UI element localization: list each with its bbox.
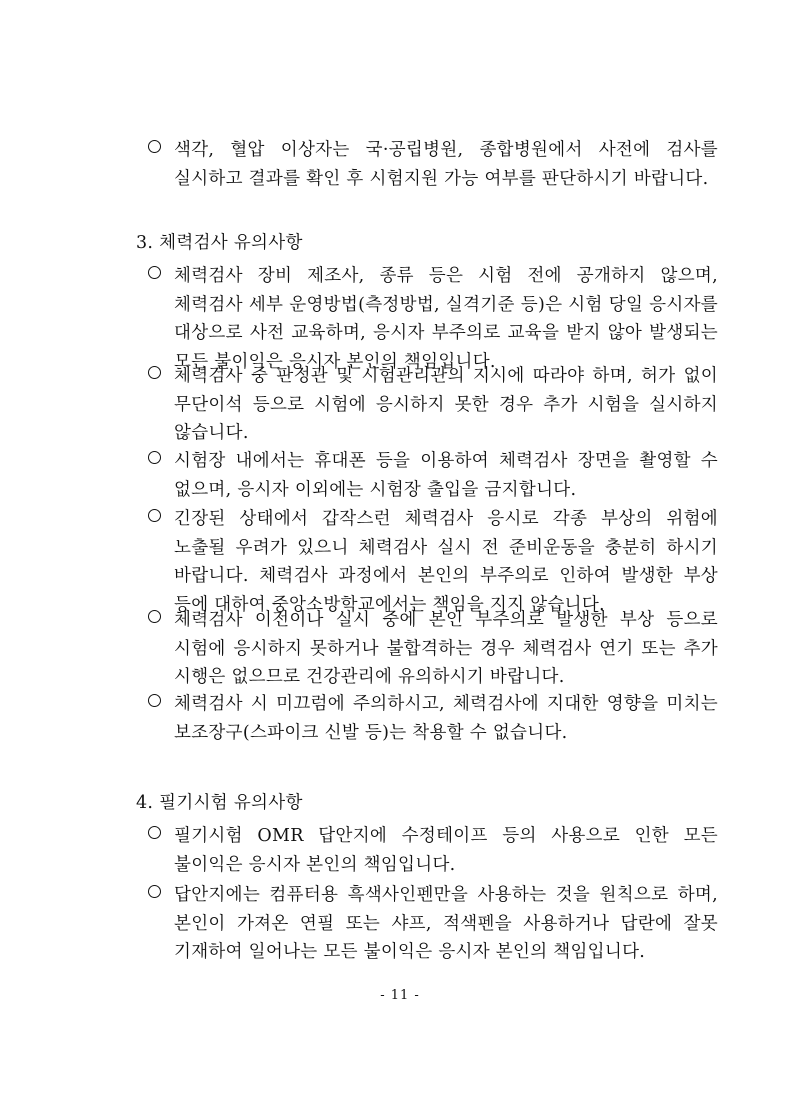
bullet-text: 시험장 내에서는 휴대폰 등을 이용하여 체력검사 장면을 촬영할 수 없으며, 응시자 이외에는 시험장 출입을 금지합니다.: [174, 451, 718, 500]
section-3-item-1: [148, 262, 718, 378]
bullet-text: 체력검사 장비 제조사, 종류 등은 시험 전에 공개하지 않으며, 체력검사 세부 운영방법(측정방법, 실격기준 등)은 시험 당일 응시자를 대상으로 사전 교육하며, 응시자 부주의로 교육을 받지 않아 발생되는 모든 불이익은 응시자 본인의 책임입니다.: [174, 266, 718, 372]
section-4-item-2: [148, 881, 718, 969]
hollow-circle-bullet-icon: [148, 509, 161, 522]
section-4-item-1: [148, 822, 718, 880]
hollow-circle-bullet-icon: [148, 610, 161, 623]
hollow-circle-bullet-icon: [148, 451, 161, 464]
section-3-item-4: [148, 505, 718, 621]
section-3-item-6: [148, 690, 718, 748]
intro-bullet-item: [148, 136, 718, 194]
hollow-circle-bullet-icon: [148, 140, 161, 153]
hollow-circle-bullet-icon: [148, 266, 161, 279]
section-3-item-5: [148, 606, 718, 694]
bullet-text: 색각, 혈압 이상자는 국·공립병원, 종합병원에서 사전에 검사를 실시하고 결과를 확인 후 시험지원 가능 여부를 판단하시기 바랍니다.: [174, 140, 718, 189]
hollow-circle-bullet-icon: [148, 826, 161, 839]
hollow-circle-bullet-icon: [148, 366, 161, 379]
bullet-text: 체력검사 이전이나 실시 중에 본인 부주의로 발생한 부상 등으로 시험에 응시하지 못하거나 불합격하는 경우 체력검사 연기 또는 추가 시행은 없으므로 건강관리에 유의하시기 바랍니다.: [174, 610, 718, 688]
section-3-item-3: [148, 447, 718, 505]
bullet-text: 답안지에는 컴퓨터용 흑색사인펜만을 사용하는 것을 원칙으로 하며, 본인이 가져온 연필 또는 샤프, 적색펜을 사용하거나 답란에 잘못 기재하여 일어나는 모든 불이익은 응시자 본인의 책임입니다.: [174, 885, 718, 963]
bullet-text: 체력검사 중 판정관 및 시험관리관의 지시에 따라야 하며, 허가 없이 무단이석 등으로 시험에 응시하지 못한 경우 추가 시험을 실시하지 않습니다.: [174, 366, 718, 444]
bullet-text: 필기시험 OMR 답안지에 수정테이프 등의 사용으로 인한 모든 불이익은 응시자 본인의 책임입니다.: [174, 826, 718, 875]
bullet-text: 긴장된 상태에서 갑작스런 체력검사 응시로 각종 부상의 위험에 노출될 우려가 있으니 체력검사 실시 전 준비운동을 충분히 하시기 바랍니다. 체력검사 과정에서 본인의 부주의로 인하여 발생한 부상 등에 대하여 중앙소방학교에서는 책임을 지지 않습니다.: [174, 509, 718, 615]
page-number: - 11 -: [380, 988, 420, 1003]
bullet-text: 체력검사 시 미끄럼에 주의하시고, 체력검사에 지대한 영향을 미치는 보조장구(스파이크 신발 등)는 착용할 수 없습니다.: [174, 694, 718, 743]
hollow-circle-bullet-icon: [148, 694, 161, 707]
section-3-heading: 3. 체력검사 유의사항: [136, 233, 303, 253]
section-4-heading: 4. 필기시험 유의사항: [136, 793, 303, 813]
section-3-item-2: [148, 362, 718, 450]
hollow-circle-bullet-icon: [148, 885, 161, 898]
